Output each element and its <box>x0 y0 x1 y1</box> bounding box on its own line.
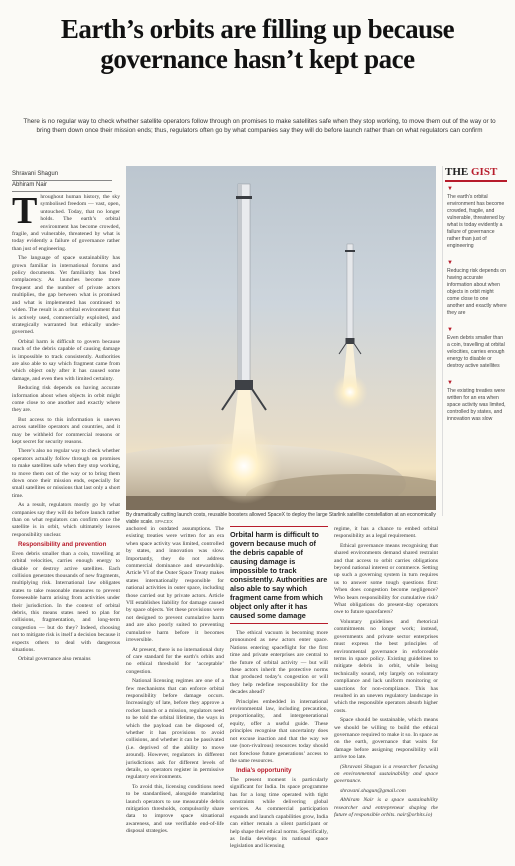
section-subhead: Responsibility and prevention <box>18 541 107 549</box>
article-column-1 <box>12 194 120 862</box>
gist-item: ▼ The existing treaties were written for an era when space activity was limited, controlled by states, and innovation was slow <box>447 380 506 422</box>
article-paragraph: The ethical vacuum is becoming more pronounced as new actors enter space. Nations entering spaceflight for the first time and private enterprises are central to the future of orbital activity — but will these actors inherit the protective norms that produced today’s congestion or will they help redefine responsibility for the decades ahead? <box>230 630 328 696</box>
article-paragraph: The language of space sustainability has grown familiar in international forums and policy documents. Yet familiarity has bred complacency. As launches become more frequent and the number of private actors multiplies, the gap between what is promised and what is implemented has continued to widen. The result is an orbital environment that is actively used, commercially exploited, and strategically warranted but ethically under-governed. <box>12 255 120 336</box>
arrow-down-icon: ▼ <box>447 260 453 266</box>
arrow-down-icon: ▼ <box>447 380 453 386</box>
article-paragraph: Orbital harm is difficult to govern because much of the debris capable of causing damage is impossible to track consistently. Authorities are also able to say which fragment came from which object only after it has caused some damage, and even then with limited certainty. <box>12 338 120 382</box>
photo-credit: SPACEX <box>154 518 173 524</box>
article-paragraph: Space should be sustainable, which means we should be willing to build the ethical governance required to make it so. In space as on the earth, governance that waits for damage before assigning responsibility will arrive too late. <box>334 717 438 761</box>
article-paragraph: The present moment is particularly significant for India. Its space programme has for a long time operated with tight constraints while delivering global services. As commercial participation expands and launch capabilities grow, India can either remain a silent participant or help shape their ethical norms. Specifically, as India develops its national space legislation and licensing <box>230 776 328 850</box>
booster-right <box>332 244 368 410</box>
section-subhead: India’s opportunity <box>236 767 292 775</box>
article-paragraph: There’s also no regular way to check whether operators actually follow through on promises to make satellites safe when they stop working, to move them out of the way or to bring them down once their mission ends, especially for small satellites or missions that last only a short time. <box>12 448 120 499</box>
article-paragraph: Ethical governance means recognising that shared environments demand shared restraint and that access to orbit carries obligations beyond national interest or commerce. Setting up such a governing system in turn requires us to answer some tough questions first: When does congestion become negligence? Who bears responsibility for cumulative risk? What obligations do present-day operators owe to future spacefarers? <box>334 542 438 616</box>
arrow-down-icon: ▼ <box>447 327 453 333</box>
article-paragraph: As a result, regulators mostly go by what companies say they will do before launch rather than on what regulators can confirm once the satellite is in orbit, which ultimately leaves responsibility unclear. <box>12 502 120 538</box>
drop-cap: T <box>12 194 38 232</box>
divider <box>445 180 507 182</box>
gist-item: ▼ Reducing risk depends on having accurate information about when objects in orbit might come close to one another and exactly where they are <box>447 260 507 316</box>
article-paragraph: Orbital governance also remains <box>18 656 91 663</box>
author-name: Shravani Shagun <box>12 170 112 181</box>
article-paragraph: anchored in outdated assumptions. The existing treaties were written for an era when space activity was limited, controlled by states, and innovation was slow. Importantly, they do not address commercial dominance and stewardship. Article VI of the Outer Space Treaty makes states internationally responsible for national activities in outer space, including those carried out by private actors. Article VII establishes liability for damage caused by space objects. Yet these provisions were not designed to prevent cumulative harm and are also poorly suited to preventing cumulative harm before it becomes irreversible. <box>126 526 224 644</box>
rocket-landing-illustration <box>126 166 436 510</box>
article-paragraph: regime, it has a chance to embed orbital responsibility as a legal requirement. <box>334 526 438 540</box>
article-column-2 <box>126 526 224 862</box>
author-bio: (Shravani Shagun is a researcher focusing on environmental sustainability and space governance. <box>334 763 438 785</box>
pull-quote: Orbital harm is difficult to govern because much of the debris capable of causing damage is impossible to track consistently. Authorities are also able to say which fragment came from which object only after it has caused some damage <box>230 526 328 624</box>
gist-title: THE GIST <box>445 166 498 178</box>
gist-item: ▼ The earth’s orbital environment has become crowded, fragile, and vulnerable, threatened by what is today evidently a failure of governance rather than just of engineering <box>447 186 507 250</box>
headline: Earth’s orbits are filling up because governance hasn’t kept pace <box>60 14 455 74</box>
caption-text: By dramatically cutting launch costs, reusable boosters allowed SpaceX to deploy the large Starlink satellite constellation at an economically viable scale. <box>126 512 436 525</box>
article-column-4 <box>334 526 438 862</box>
author-bio: Abhiram Nair is a space sustainability researcher and entrepreneur shaping the future of responsible orbits. nair@orbits.io) <box>334 797 438 819</box>
article-paragraph: To avoid this, licensing conditions need to be standardised, alongside mandating launch operators to use measurable debris mitigation thresholds, compulsorily share data to improve space situational awareness, and use verifiable end-of-life disposal strategies. <box>126 783 224 835</box>
author-name: Abhiram Nair <box>12 181 112 192</box>
photo-caption <box>126 512 436 525</box>
article-paragraph: Reducing risk depends on having accurate information about when objects in orbit might come close to one another and exactly where they are. <box>12 385 120 414</box>
rocket-boosters-photo <box>126 166 436 510</box>
article-paragraph: At present, there is no international duty of care standard for the earth’s orbits and no ethical threshold for ‘acceptable’ congestion. <box>126 646 224 675</box>
article-column-3 <box>230 526 328 862</box>
standfirst: There is no regular way to check whether satellite operators follow through on promises to make satellites safe when they stop working, to move them out of the way or to bring them down once their mission ends; thus, regulators often go by what companies say they will do before launch rather than on what regulators can confirm <box>23 118 496 134</box>
byline <box>12 170 112 192</box>
author-email: shravani.shagun@gmail.com <box>340 787 406 794</box>
article-paragraph: Throughout human history, the sky symbolised freedom — vast, open, untouched. Today, that no longer holds. The earth’s orbital environment has become crowded, fragile, and vulnerable, threatened by what is today evidently a failure of governance rather than just of engineering. <box>12 194 120 252</box>
gist-item: ▼ Even debris smaller than a coin, travelling at orbital velocities, carries enough energy to disable or destroy active satellites <box>447 327 507 370</box>
article-paragraph: Voluntary guidelines and rhetorical commitments no longer work; instead, governments and private sector enterprises must express the best principles of environmental governance in enforceable terms in space policy. Existing guidelines to mitigate debris in orbit, while being technically sound, rely largely on voluntary compliance and lack uniform monitoring or sanctions for non-compliance. This has resulted in an uneven regulatory landscape in which the responsible operators absorb higher costs. <box>334 618 438 714</box>
article-paragraph: Principles embedded in international environmental law, including precaution, proportionality, and intergenerational equity, offer a useful guide. These principles recognise that uncertainty does not excuse inaction and that the way we use (non-rivalrous) resources today should not foreclose future generations’ access to the same resources. <box>230 698 328 764</box>
article-paragraph: Even debris smaller than a coin, travelling at orbital velocities, carries enough energy to disable or destroy active satellites. Each collision generates thousands of new fragments, multiplying risk. International law obligates states to take reasonable measures to prevent foreseeable harm arising from activities under their jurisdiction. In the context of orbital debris, this means states need to plan for collisions, fragmentation, and long-term congestion — but do they? Indeed, choosing not to mitigate risk is itself a decision because it expects others to deal with dangerous situations. <box>12 550 120 653</box>
arrow-down-icon: ▼ <box>447 186 453 192</box>
gist-sidebar <box>442 166 509 516</box>
article-paragraph: National licensing regimes are one of a few mechanisms that can enforce orbital responsibility before damage occurs. Increasingly of late, before they approve a rocket launch or a mission, regulators need to be told the orbital lifetime, the ways in which the payload can be disposed of, whether it has provisions to avoid collisions, and whether it can be passivated (i.e. deprived of the ability to move around). However, regulators in different jurisdictions ask for different levels of details, so operators register in permissive regulatory environments. <box>126 678 224 781</box>
article-paragraph: But access to this information is uneven across satellite operators and countries, and it may be withheld for commercial reasons or kept secret for security reasons. <box>12 416 120 445</box>
booster-left <box>206 184 282 504</box>
